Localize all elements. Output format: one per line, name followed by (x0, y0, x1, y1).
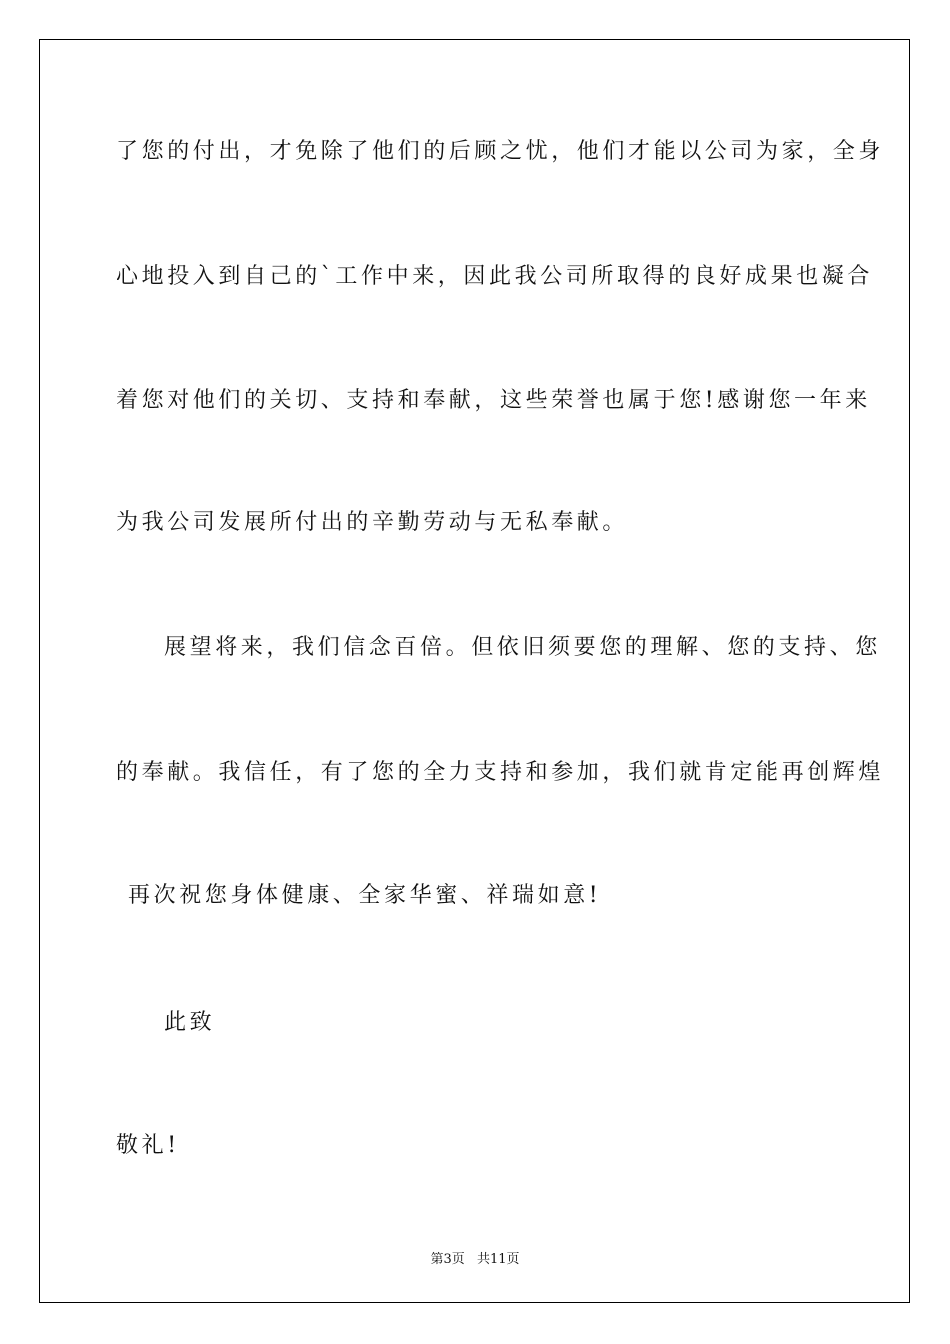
page-total: 共11页 (476, 1252, 520, 1267)
page-border (39, 39, 910, 1303)
body-line-5: 展望将来，我们信念百倍。但依旧须要您的理解、您的支持、您 (164, 635, 881, 660)
body-line-2: 心地投入到自己的`工作中来，因此我公司所取得的良好成果也凝合 (116, 264, 874, 289)
page-number: 第3页 (430, 1252, 465, 1267)
body-line-7: 再次祝您身体健康、全家华蜜、祥瑞如意! (128, 883, 602, 908)
page-footer (0, 1248, 950, 1267)
closing-salutation: 此致 (164, 1010, 216, 1035)
body-line-4: 为我公司发展所付出的辛勤劳动与无私奉献。 (116, 510, 629, 535)
body-line-1: 了您的付出，才免除了他们的后顾之忧，他们才能以公司为家，全身 (116, 139, 885, 164)
body-line-6: 的奉献。我信任，有了您的全力支持和参加，我们就肯定能再创辉煌 (116, 760, 885, 785)
closing-regards: 敬礼! (116, 1133, 180, 1158)
body-line-3: 着您对他们的关切、支持和奉献，这些荣誉也属于您!感谢您一年来 (116, 388, 871, 413)
